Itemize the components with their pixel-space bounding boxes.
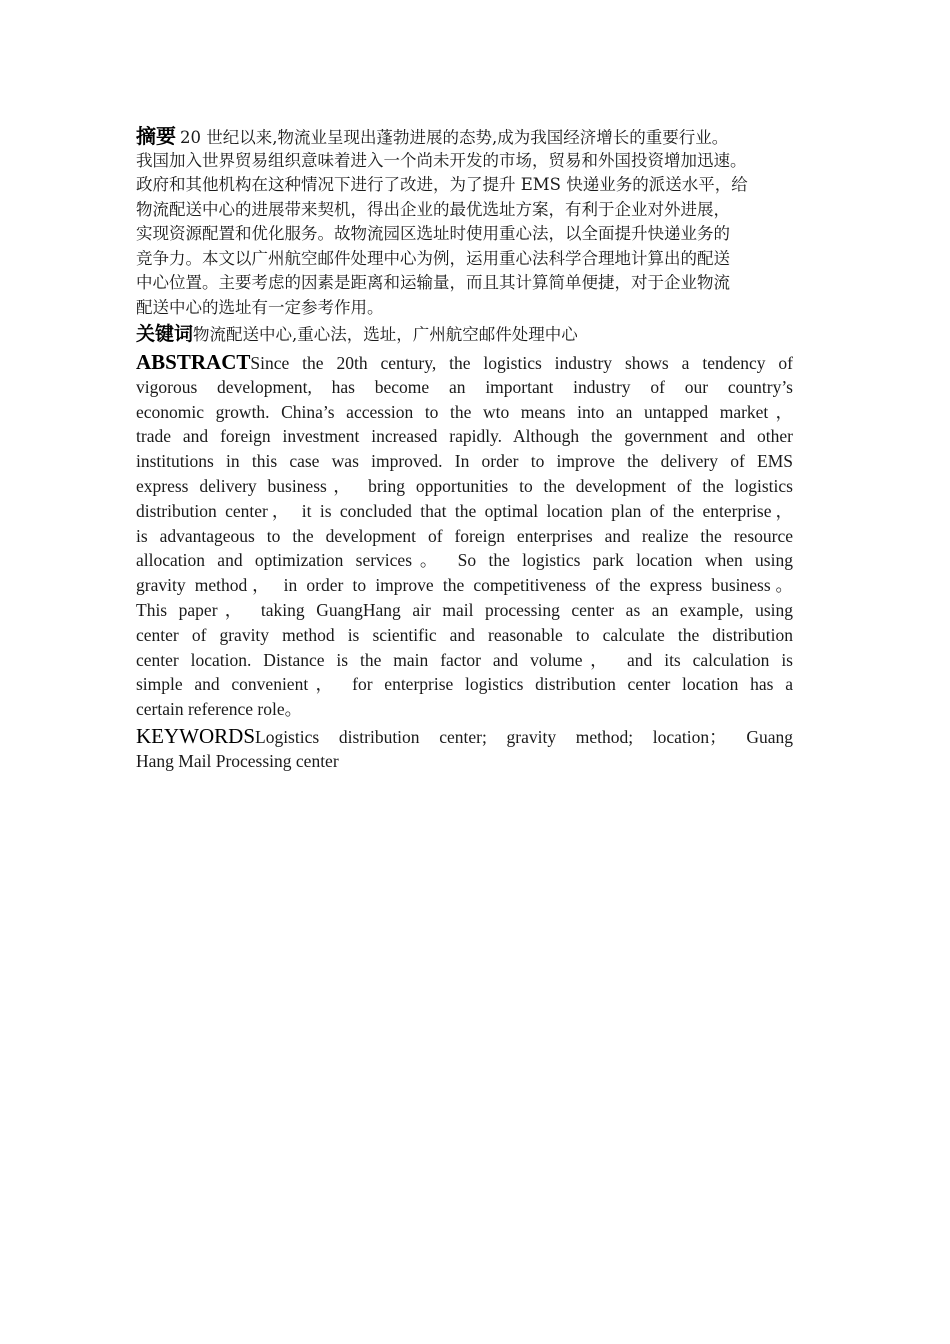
chinese-abstract-section	[136, 124, 848, 348]
english-keywords-text: Logistics distribution center; gravity method; location； Guang	[255, 726, 793, 747]
english-abstract-line: allocation and optimization services。 So the logistics park location when using	[136, 550, 793, 571]
english-abstract-line: simple and convenient， for enterprise logistics distribution center location has a	[136, 674, 793, 695]
chinese-keywords-line	[136, 322, 848, 348]
english-abstract-line: This paper， taking GuangHang air mail processing center as an example, using	[136, 599, 793, 620]
chinese-abstract-line: 竞争力。本文以广州航空邮件处理中心为例，运用重心法科学合理地计算出的配送	[136, 248, 730, 268]
english-abstract-line: vigorous development, has become an important industry of our country’s	[136, 376, 793, 397]
chinese-abstract-line: 实现资源配置和优化服务。故物流园区选址时使用重心法，以全面提升快递业务的	[136, 224, 730, 243]
english-abstract-heading: ABSTRACT	[136, 350, 251, 374]
english-abstract-line: express delivery business， bring opportunities to the development of the logistics	[136, 475, 793, 496]
chinese-keywords-heading: 关键词	[136, 323, 194, 345]
chinese-abstract-line	[136, 124, 848, 149]
english-abstract-line	[136, 350, 793, 375]
english-abstract-line: certain reference role。	[136, 699, 303, 720]
chinese-abstract-text: 20 世纪以来,物流业呈现出蓬勃进展的态势,成为我国经济增长的重要行业。	[180, 128, 729, 147]
english-keywords-heading: KEYWORDS	[136, 723, 255, 748]
english-abstract-line: institutions in this case was improved. In order to improve the delivery of EMS	[136, 451, 793, 472]
chinese-keywords-text: 物流配送中心,重心法，选址，广州航空邮件处理中心	[193, 325, 578, 344]
chinese-abstract-line: 我国加入世界贸易组织意味着进入一个尚未开发的市场，贸易和外国投资增加迅速。	[136, 150, 747, 170]
chinese-abstract-line: 政府和其他机构在这种情况下进行了改进，为了提升 EMS 快递业务的派送水平，给	[136, 175, 748, 194]
english-keywords-line: Hang Mail Processing center	[136, 750, 339, 771]
english-abstract-section	[136, 350, 793, 774]
chinese-abstract-line: 中心位置。主要考虑的因素是距离和运输量，而且其计算简单便捷，对于企业物流	[136, 273, 730, 292]
english-abstract-line: economic growth. China’s accession to the wto means into an untapped market，	[136, 401, 793, 422]
chinese-abstract-heading: 摘要	[136, 124, 176, 148]
english-abstract-line: is advantageous to the development of foreign enterprises and realize the resource	[136, 525, 793, 546]
english-abstract-line: center location. Distance is the main factor and volume， and its calculation is	[136, 649, 793, 670]
english-abstract-line: trade and foreign investment increased rapidly. Although the government and other	[136, 426, 793, 447]
english-abstract-line: gravity method， in order to improve the competitiveness of the express business。	[136, 575, 793, 596]
english-abstract-line: distribution center， it is concluded that the optimal location plan of the enterprise，	[136, 500, 793, 521]
english-abstract-text: Since the 20th century, the logistics industry shows a tendency of	[250, 353, 793, 373]
english-abstract-line: center of gravity method is scientific and reasonable to calculate the distribution	[136, 624, 793, 645]
english-keywords-line	[136, 724, 793, 749]
chinese-abstract-line: 物流配送中心的进展带来契机，得出企业的最优选址方案，有利于企业对外进展，	[136, 199, 730, 219]
chinese-abstract-line: 配送中心的选址有一定参考作用。	[136, 297, 384, 317]
